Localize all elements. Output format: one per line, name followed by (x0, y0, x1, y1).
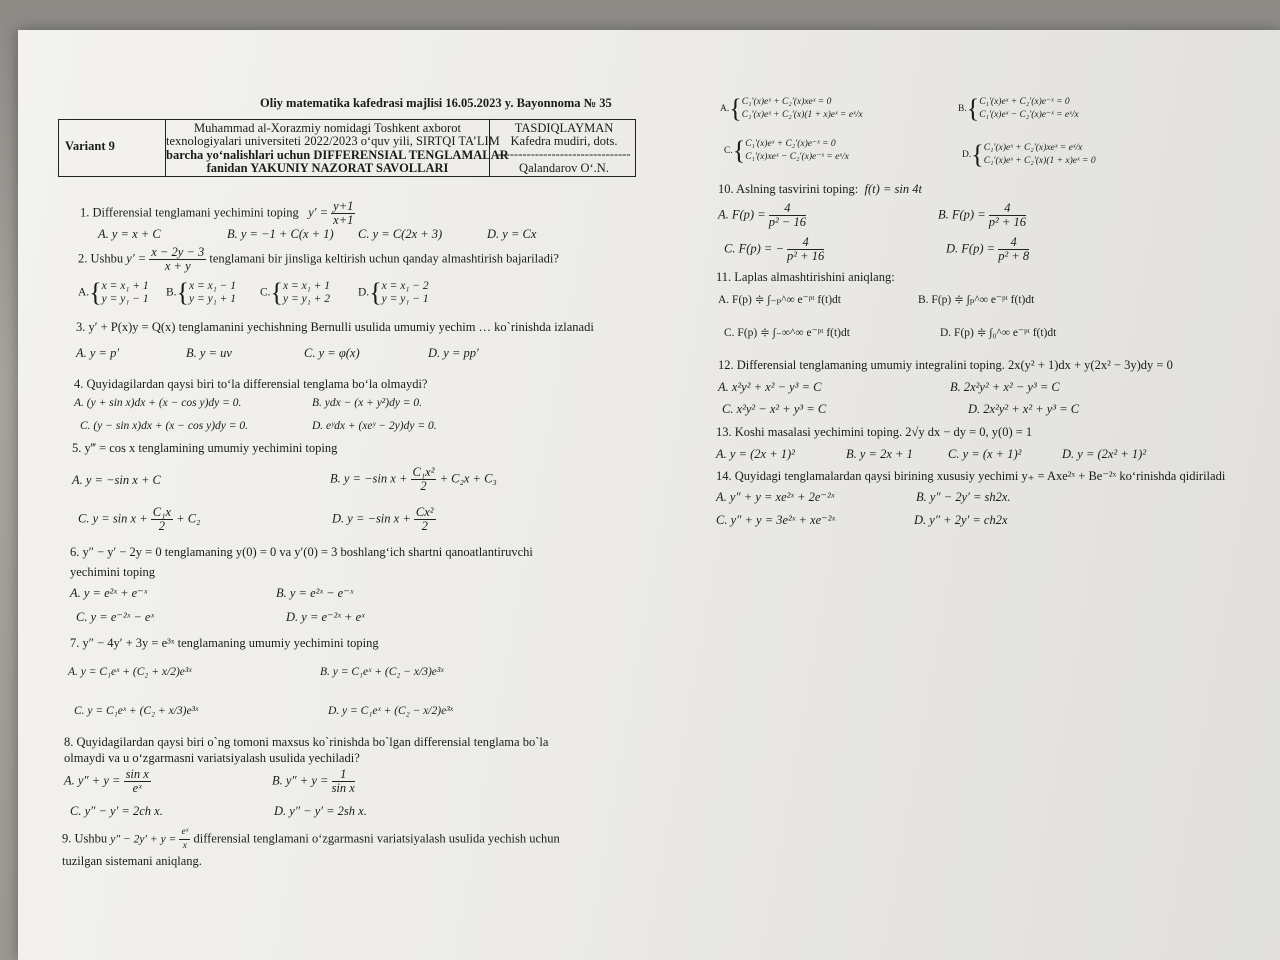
q11-option-b: B. F(p) ≑ ∫ₚ^∞ e⁻ᵖᵗ f(t)dt (918, 294, 1035, 306)
q5-option-b: B. y = −sin x + $\frac{\text{C₁x²}}{2}$ + C₂x + C₃ (330, 465, 497, 493)
q11-option-d: D. F(p) ≑ ∫₀^∞ e⁻ᵖᵗ f(t)dt (940, 327, 1057, 339)
q14-option-d: D. y″ + 2y′ = ch2x (914, 513, 1008, 527)
q2-option-c: C.{x = x₁ + 1 y = y₁ + 2 (260, 278, 331, 307)
q1-option-d: D. y = Cx (487, 227, 537, 241)
q5-option-d: D. y = −sin x + $\frac{\text{Cx²}}{2}$ (332, 505, 434, 533)
header-table (58, 119, 636, 177)
q9-text-2: tuzilgan sistemani aniqlang. (62, 854, 202, 868)
q3-option-c: C. y = φ(x) (304, 346, 360, 360)
q3-text: 3. y′ + P(x)y = Q(x) tenglamanini yechishning Bernulli usulida umumiy yechim … ko`rinishda izlanadi (76, 320, 594, 334)
q8-option-c: C. y″ − y′ = 2ch x. (70, 804, 163, 818)
q8-option-d: D. y″ − y′ = 2sh x. (274, 804, 367, 818)
q11-option-c: C. F(p) ≑ ∫₋∞^∞ e⁻ᵖᵗ f(t)dt (724, 327, 850, 339)
q8-text: 8. Quyidagilardan qaysi biri o`ng tomoni maxsus ko`rinishda bo`lgan differensial tenglama bo`la (64, 735, 549, 749)
q3-option-d: D. y = pp′ (428, 346, 479, 360)
q12-text: 12. Differensial tenglamaning umumiy integralini toping. 2x(y² + 1)dx + y(2x² − 3y)dy = 0 (718, 358, 1173, 372)
q4-option-b: B. ydx − (x + y²)dy = 0. (312, 397, 423, 409)
approve-label: TASDIQLAYMAN (514, 121, 614, 135)
uni-line-1: Muhammad al-Xorazmiy nomidagi Toshkent axborot (194, 121, 461, 135)
q6-text-2: yechimini toping (70, 565, 156, 579)
q7-option-a: A. y = C₁eˣ + (C₂ + x/2)e³ˣ (68, 666, 192, 678)
q6-option-c: C. y = e⁻²ˣ − eˣ (76, 610, 155, 624)
q5-option-a: A. y = −sin x + C (72, 473, 161, 487)
q13-option-a: A. y = (2x + 1)² (716, 447, 795, 461)
q10-text: 10. Aslning tasvirini toping: f(t) = sin 4t (718, 182, 922, 196)
q5-option-c: C. y = sin x + $\frac{\text{C₁x}}{2}$ + C₂ (78, 505, 201, 533)
q9-option-b: B.{C₁′(x)eˣ + C₂′(x)e⁻ˣ = 0 C₁′(x)eˣ − C₂′(x)e⁻ˣ = eˣ/x (958, 94, 1079, 123)
q9-option-c: C.{C₁′(x)eˣ + C₂′(x)e⁻ˣ = 0 C₁′(x)xeˣ − C₂′(x)e⁻ˣ = eˣ/x (724, 136, 849, 165)
q7-option-b: B. y = C₁eˣ + (C₂ − x/3)e³ˣ (320, 666, 444, 678)
q9-option-a: A.{C₁′(x)eˣ + C₂′(x)xeˣ = 0 C₁′(x)eˣ + C₂′(x)(1 + x)eˣ = eˣ/x (720, 94, 863, 123)
q12-option-b: B. 2x²y² + x² − y³ = C (950, 380, 1060, 394)
q10-option-d: D. F(p) = $\frac{4}{\text{p² + 8}}$ (946, 235, 1030, 263)
q1-option-a: A. y = x + C (98, 227, 161, 241)
q10-option-a: A. F(p) = $\frac{4}{\text{p² − 16}}$ (718, 201, 806, 229)
variant-cell (59, 120, 166, 176)
q4-option-c: C. (y − sin x)dx + (x − cos y)dy = 0. (80, 420, 249, 432)
q7-option-c: C. y = C₁eˣ + (C₂ + x/3)e³ˣ (74, 705, 199, 717)
head-title: Kafedra mudiri, dots. (510, 134, 618, 148)
q8-option-b: B. y″ + y = $\frac{1}{\text{sin x}}$ (272, 767, 355, 795)
q8-option-a: A. y″ + y = $\frac{\text{sin x}}{\text{eˣ}}$ (64, 767, 149, 795)
q6-option-d: D. y = e⁻²ˣ + eˣ (286, 610, 365, 624)
q4-option-a: A. (y + sin x)dx + (x − cos y)dy = 0. (74, 397, 242, 409)
q2-option-d: D.{x = x₁ − 2 y = y₁ − 1 (358, 278, 429, 307)
q10-option-b: B. F(p) = $\frac{4}{\text{p² + 16}}$ (938, 201, 1026, 229)
q2-option-a: A.{x = x₁ + 1 y = y₁ − 1 (78, 278, 149, 307)
q3-option-a: A. y = p′ (76, 346, 120, 360)
q1-option-b: B. y = −1 + C(x + 1) (227, 227, 334, 241)
q7-option-d: D. y = C₁eˣ + (C₂ − x/2)e³ˣ (328, 705, 453, 717)
q4-text: 4. Quyidagilardan qaysi biri to‘la differensial tenglama bo‘la olmaydi? (74, 377, 428, 391)
q1-option-c: C. y = C(2x + 3) (358, 227, 443, 241)
uni-line-3: barcha yo‘nalishlari uchun DIFFERENSIAL TENGLAMALAR (166, 148, 509, 162)
q12-option-d: D. 2x²y² + x² + y³ = C (968, 402, 1080, 416)
q13-option-b: B. y = 2x + 1 (846, 447, 913, 461)
q9-text: 9. Ushbu y″ − 2y′ + y = $\frac{\text{eˣ}}{x}$ differensial tenglamani o‘zgarmasni variatsiyalash usulida yechish uchun (62, 827, 560, 851)
q14-option-b: B. y″ − 2y′ = sh2x. (916, 490, 1011, 504)
q13-option-c: C. y = (x + 1)² (948, 447, 1022, 461)
q13-option-d: D. y = (2x² + 1)² (1062, 447, 1147, 461)
q2-text: 2. Ushbu y′ = $\frac{x - 2y - 3}{x + y}$ tenglamani bir jinsliga keltirish uchun qanday almashtirish bajariladi? (78, 245, 559, 273)
q14-option-a: A. y″ + y = xe²ˣ + 2e⁻²ˣ (716, 490, 835, 504)
signature-line: -------------------------------- (497, 147, 631, 161)
variant-label: Variant 9 (65, 139, 115, 153)
q12-option-a: A. x²y² + x² − y³ = C (718, 380, 822, 394)
q13-text: 13. Koshi masalasi yechimini toping. 2√y dx − dy = 0, y(0) = 1 (716, 425, 1033, 439)
q10-option-c: C. F(p) = − $\frac{4}{\text{p² + 16}}$ (724, 235, 825, 263)
q6-option-b: B. y = e²ˣ − e⁻ˣ (276, 586, 354, 600)
q12-option-c: C. x²y² − x² + y³ = C (722, 402, 827, 416)
q8-text-2: olmaydi va u o‘zgarmasni variatsiyalash usulida yechiladi? (64, 751, 360, 765)
meeting-title: Oliy matematika kafedrasi majlisi 16.05.2023 y. Bayonnoma № 35 (260, 96, 612, 110)
university-cell (166, 120, 509, 176)
q14-text: 14. Quyidagi tenglamalardan qaysi birining xususiy yechimi y₊ = Axe²ˣ + Be⁻²ˣ ko‘rinishda qidiriladi (716, 469, 1226, 483)
q7-text: 7. y″ − 4y′ + 3y = e³ˣ tenglamaning umumiy yechimini toping (70, 636, 379, 650)
q11-text: 11. Laplas almashtirishini aniqlang: (716, 270, 895, 284)
q1-text: 1. Differensial tenglamani yechimini toping y′ = $\frac{y+1}{x+1}$ (80, 199, 354, 227)
q14-option-c: C. y″ + y = 3e²ˣ + xe⁻²ˣ (716, 513, 835, 527)
uni-line-2: texnologiyalari universiteti 2022/2023 o‘quv yili, SIRTQI TA’LIM (166, 134, 500, 148)
head-name: Qalandarov O‘.N. (519, 161, 609, 175)
q3-option-b: B. y = uv (186, 346, 232, 360)
q11-option-a: A. F(p) ≑ ∫₋ₚ^∞ e⁻ᵖᵗ f(t)dt (718, 294, 841, 306)
uni-line-4: fanidan YAKUNIY NAZORAT SAVOLLARI (206, 161, 449, 175)
q6-text: 6. y″ − y′ − 2y = 0 tenglamaning y(0) = 0 va y′(0) = 3 boshlang‘ich shartni qanoatlantiruvchi (70, 545, 533, 559)
q9-option-d: D.{C₁′(x)eˣ + C₂′(x)xeˣ = eˣ/x C₁′(x)eˣ + C₂′(x)(1 + x)eˣ = 0 (962, 140, 1096, 169)
q6-option-a: A. y = e²ˣ + e⁻ˣ (70, 586, 148, 600)
q2-option-b: B.{x = x₁ − 1 y = y₁ + 1 (166, 278, 237, 307)
q5-text: 5. y‴ = cos x tenglamining umumiy yechimini toping (72, 441, 338, 455)
q4-option-d: D. eʸdx + (xeʸ − 2y)dy = 0. (312, 420, 437, 432)
